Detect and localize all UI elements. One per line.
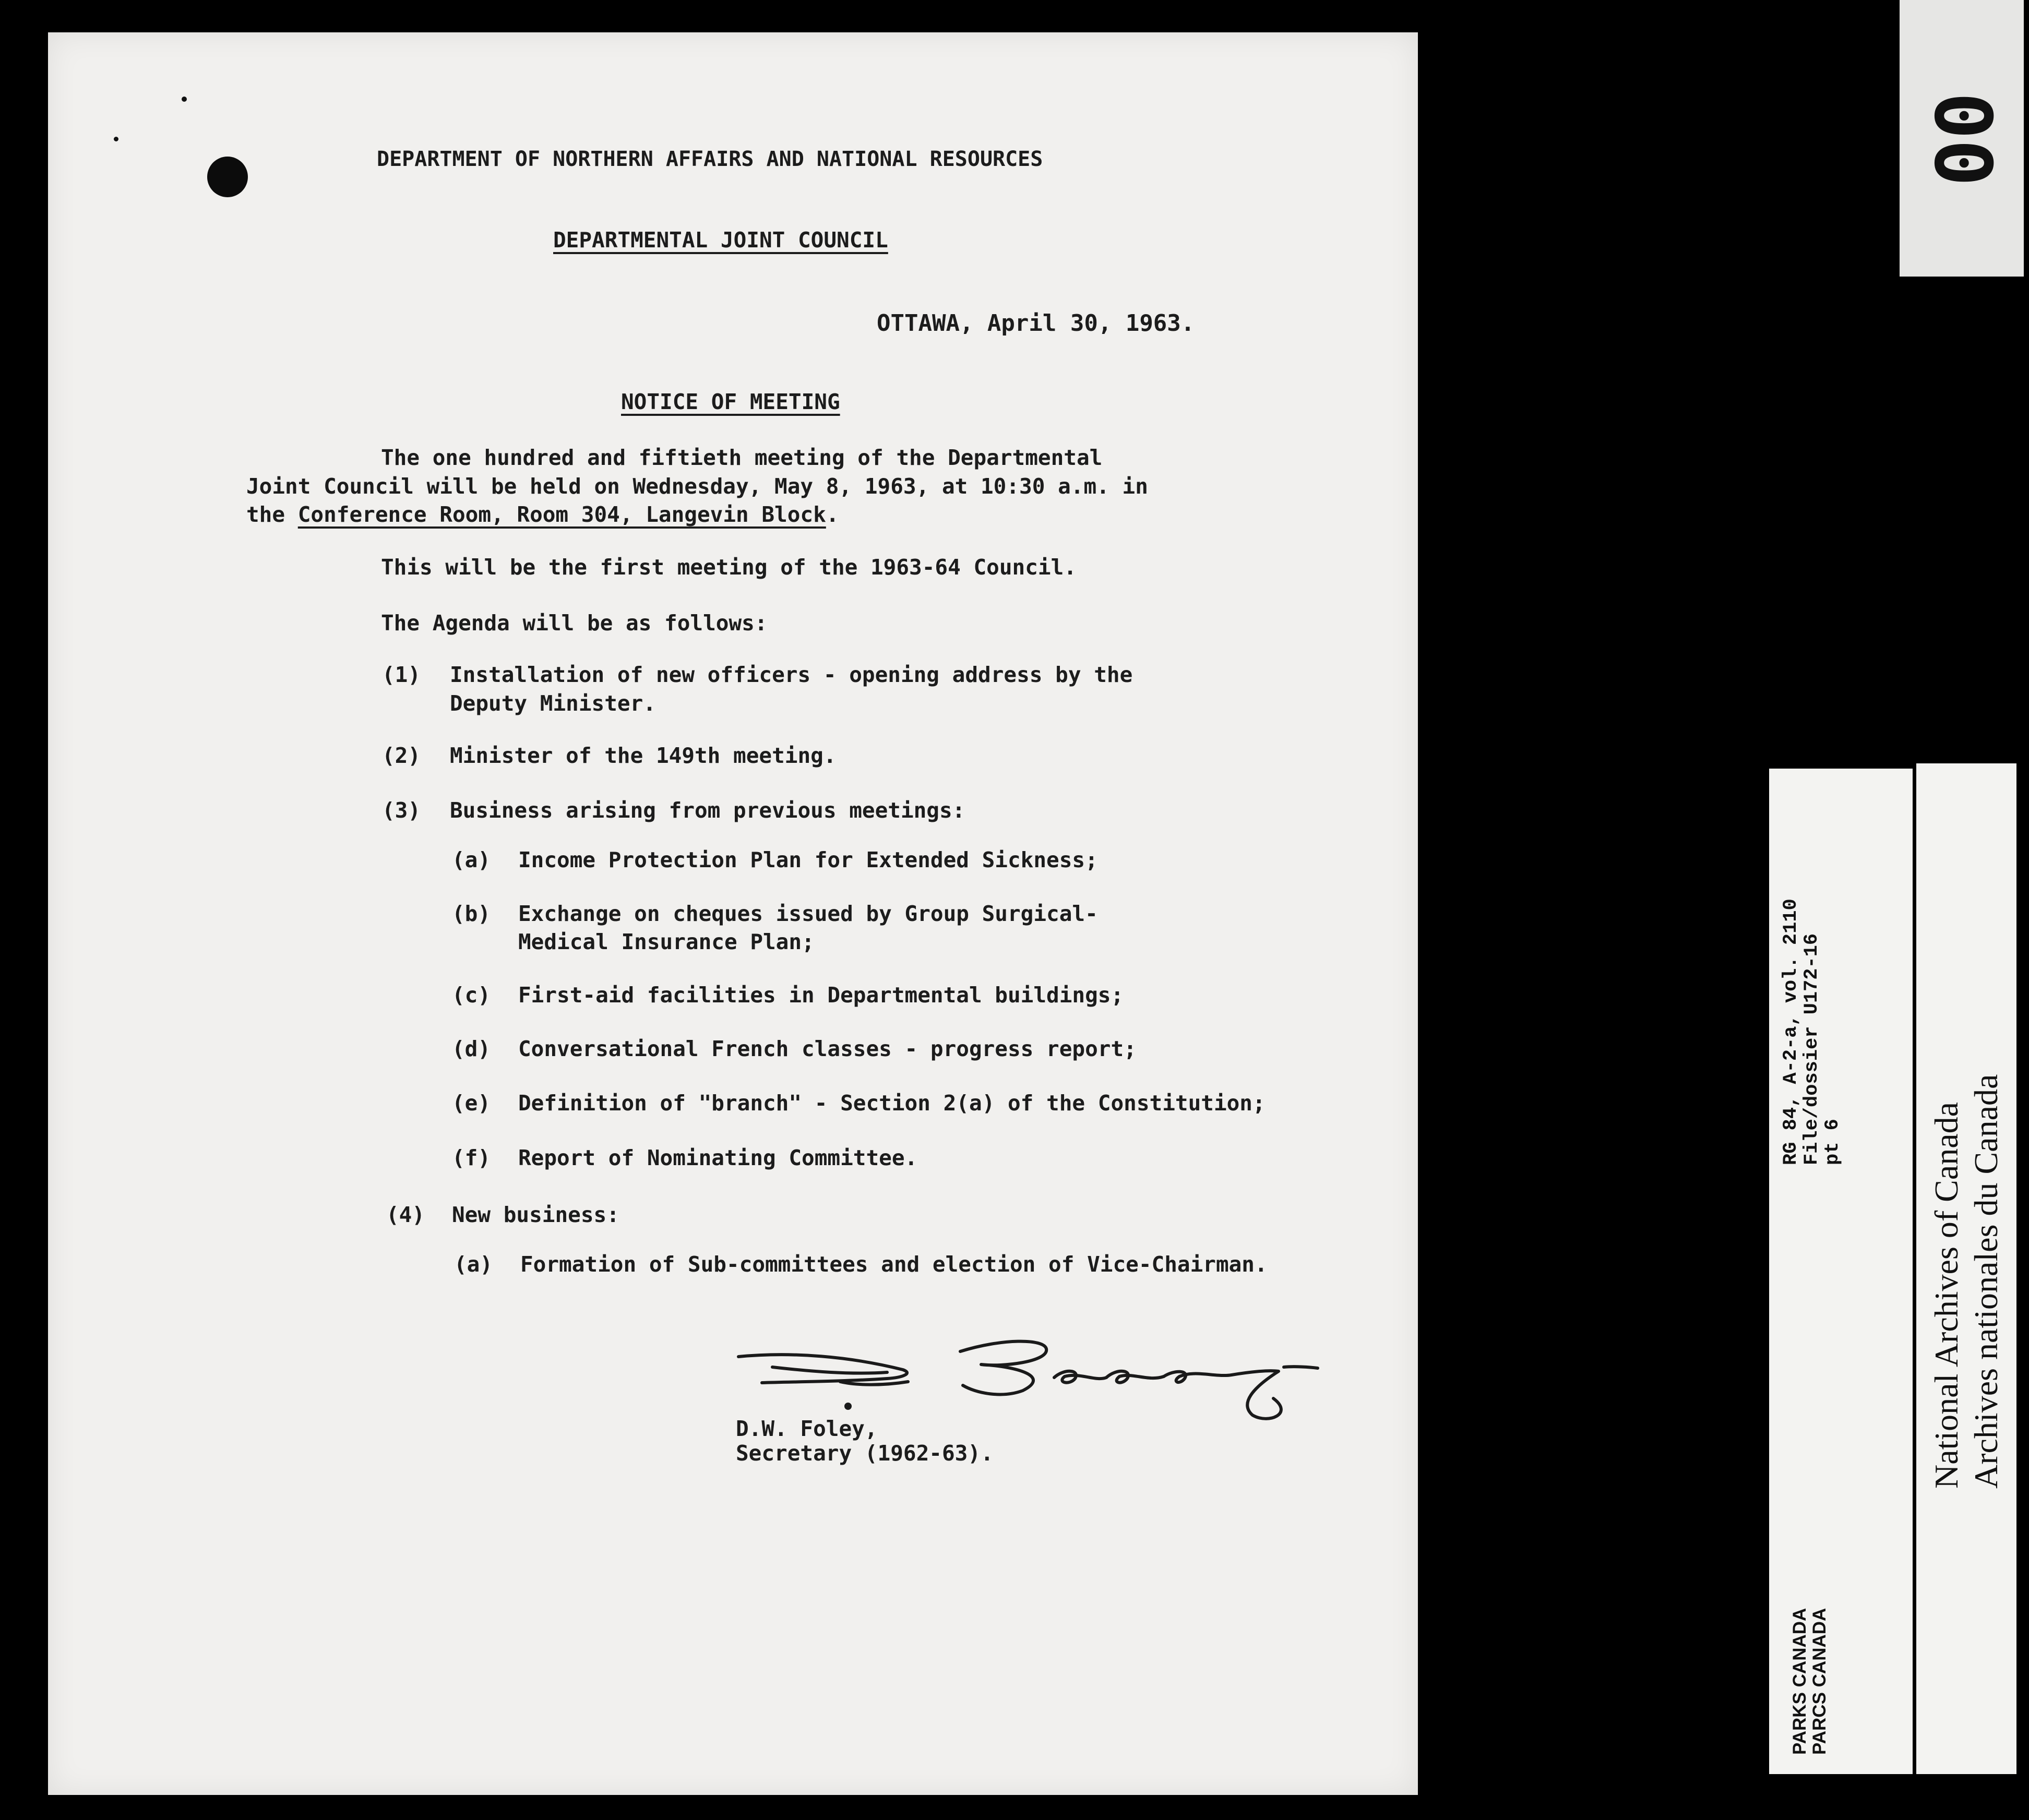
paragraph: The Agenda will be as follows: [381, 610, 768, 636]
punch-hole [207, 157, 248, 197]
paragraph-line [246, 504, 839, 525]
notice-heading: NOTICE OF MEETING [621, 389, 840, 414]
sub-item-number: (b) [452, 901, 491, 926]
sub-item-number: (d) [452, 1036, 491, 1061]
paragraph-line: The one hundred and fiftieth meeting of the Departmental [381, 445, 1103, 470]
meeting-location: Conference Room, Room 304, Langevin Block [297, 502, 826, 527]
reference-line: pt 6 [1822, 1119, 1844, 1165]
agenda-number: (3) [382, 798, 421, 823]
sub-item-number: (e) [452, 1091, 491, 1116]
reference-block [1781, 899, 1843, 1165]
agency-block [1790, 1608, 1830, 1755]
sub-item: Income Protection Plan for Extended Sickness; [518, 847, 1098, 872]
frame-label-strip [1900, 0, 2024, 277]
text-prefix: the [246, 502, 285, 527]
paragraph: This will be the first meeting of the 1963-64 Council. [381, 555, 1077, 580]
agenda-item: Minister of the 149th meeting. [450, 743, 837, 768]
dateline: OTTAWA, April 30, 1963. [877, 310, 1195, 337]
agency-line: PARCS CANADA [1809, 1608, 1830, 1755]
sub-item: Medical Insurance Plan; [518, 929, 815, 954]
sub-item: Formation of Sub-committees and election of Vice-Chairman. [520, 1252, 1268, 1277]
signatory-name: D.W. Foley, [736, 1416, 878, 1441]
sub-item: Exchange on cheques issued by Group Surgical- [518, 901, 1098, 926]
agenda-number: (2) [382, 743, 421, 768]
archive-name-block [1927, 1074, 2006, 1489]
sub-item-number: (a) [454, 1252, 493, 1277]
agenda-item: Business arising from previous meetings: [450, 798, 965, 823]
reference-line: RG 84, A-2-a, vol. 2110 [1780, 899, 1802, 1165]
agenda-item: Installation of new officers - opening address by the [450, 662, 1133, 687]
frame-mark: 00 [1917, 92, 2008, 187]
sub-item: Definition of "branch" - Section 2(a) of the Constitution; [518, 1091, 1266, 1116]
archive-name-en: National Archives of Canada [1928, 1101, 1965, 1489]
agenda-item: Deputy Minister. [450, 691, 656, 716]
agency-line: PARKS CANADA [1789, 1608, 1810, 1755]
text-suffix: . [826, 502, 839, 527]
sub-item-number: (c) [452, 983, 491, 1008]
speck [182, 97, 187, 102]
sub-item: Conversational French classes - progress report; [518, 1036, 1137, 1061]
paragraph-line: Joint Council will be held on Wednesday, May 8, 1963, at 10:30 a.m. in [246, 474, 1148, 499]
reference-line: File/dossier U172-16 [1801, 933, 1823, 1165]
sub-item-number: (f) [452, 1145, 491, 1170]
speck [114, 137, 118, 141]
department-heading: DEPARTMENT OF NORTHERN AFFAIRS AND NATIONAL RESOURCES [377, 147, 1043, 171]
archive-name-fr: Archives nationales du Canada [1967, 1074, 2004, 1489]
agenda-item: New business: [452, 1202, 619, 1227]
sub-item: Report of Nominating Committee. [518, 1145, 918, 1170]
national-archives-label [1916, 763, 2016, 1774]
archive-reference-label [1769, 769, 1913, 1774]
agenda-number: (1) [382, 662, 421, 687]
agenda-number: (4) [386, 1202, 425, 1227]
council-heading: DEPARTMENTAL JOINT COUNCIL [553, 228, 888, 253]
sub-item: First-aid facilities in Departmental buildings; [518, 983, 1124, 1008]
sub-item-number: (a) [452, 847, 491, 872]
signatory-title: Secretary (1962-63). [736, 1441, 994, 1466]
